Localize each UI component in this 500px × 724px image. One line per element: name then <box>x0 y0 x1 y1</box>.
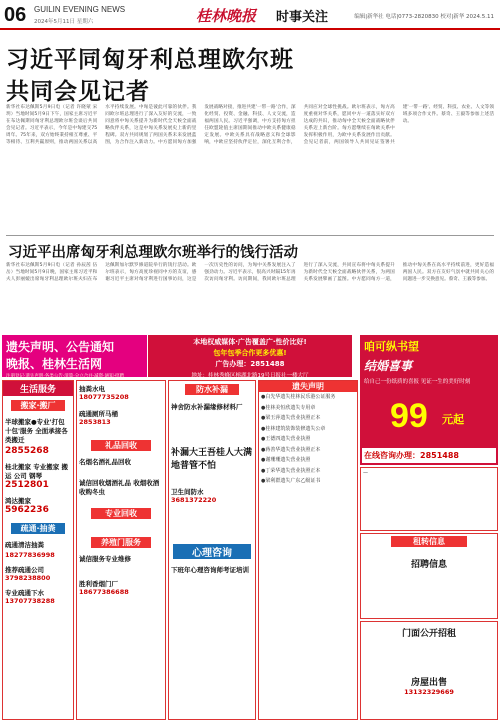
move-phone: 2855268 <box>5 446 49 456</box>
service-header: 生活服务 <box>3 381 73 396</box>
gift-header-2: 专业回收 <box>91 508 151 519</box>
issue-date: 2024年5月11日 星期六 <box>34 19 94 25</box>
headline-line-2: 共同会见记者 <box>6 78 150 105</box>
psych-text: 下班年心理咨询师考证培训 <box>171 566 249 574</box>
classified-ads <box>0 335 500 724</box>
hongtu-text: 鸿达搬家 <box>5 497 31 505</box>
promo-price: 99 <box>390 397 428 435</box>
pipe-b-phone: 13707738288 <box>5 597 55 605</box>
bathroom-waterproof: 卫生间防水 <box>171 488 204 496</box>
gift-header: 礼品回收 <box>91 440 151 451</box>
lost-notice-7: ●丁荣华遗失营业执照正本 <box>261 467 321 474</box>
section-title: 时事关注 <box>276 10 329 25</box>
col2-a: 抽粪水电 <box>79 385 105 393</box>
lost-notice-1: ●桂林美恒欣遗失专用章 <box>261 404 316 411</box>
repair-phone: 18677386688 <box>79 588 129 596</box>
lost-notice-4: ●王德四遗失营业执照 <box>261 436 311 442</box>
article-body-1: 新华社布达佩斯5月9日电（记者 许晓蒙 宋玥）当地时间5月9日下午，国家主席习近平在布达佩斯同匈牙利总理欧尔班会谈后共同会见记者。习近平表示，今年是中匈建交75周年。75年来，双方始终秉持相互尊重、平等相待、互利共赢原则，推动两国关系以高水平持续发展。中匈是彼此可靠的伙伴。我同欧尔班总理进行了深入友好的交流，一致同意将中匈关系提升为新时代全天候全面战略伙伴关系，这是中匈关系发展史上新的里程碑。双方共同规划了两国关系未来发展蓝图，为合作注入新动力。中方愿同匈方加强发展战略对接，推进共建'一带一路'合作，深化经贸、投资、金融、科技、人文交流，造福两国人民。习近平强调，中方支持匈方担任欧盟轮值主席国期间推动中欧关系健康稳定发展。中欧关系具有战略意义和全球影响，中欧应坚持伙伴定位，深化互利合作，共同应对全球性挑战。欧尔班表示，匈方高度重视对华关系，愿同中方一道落实好双方达成的共识，推动匈中全天候全面战略伙伴关系迈上新台阶。匈方愿继续在匈欧关系中发挥积极作用，为欧中关系发展作出贡献。会见记者前，两国领导人共同见证签署共建'一带一路'、经贸、科技、农业、人文等领域多项合作文件。蔡奇、王毅等参加上述活动。 <box>6 105 494 145</box>
lost-notice-0: ●白先华遗失桂林民乐港公证服务 <box>261 394 336 400</box>
house-phone: 13132329669 <box>404 688 454 696</box>
banner-address: 地址：桂林秀峰区榕湖北路19号日报社一楼大厅 <box>191 373 309 379</box>
article-body-2: 新华社布达佩斯5月9日电（记者 孙辰茜 伍岳）当地时间5月9日晚，国家主席习近平和夫人彭丽媛出席匈牙利总理欧尔班夫妇在布达佩斯加尔默罗修道院举行的饯行活动。欧尔班表示，匈方高度珍视同中方的友谊，感谢习近平主席对匈牙利进行国事访问，这是一次历史性的访问，为匈中关系发展注入了强劲动力。习近平表示，很高兴时隔15年再次访问匈牙利。访问期间，我同欧尔班总理进行了深入交流，共同宣布将中匈关系提升为新时代全天候全面战略伙伴关系，为两国关系发展擘画了蓝图。中方愿同匈方一道，推动中匈关系在高水平持续前进，更好造福两国人民。双方在友好气氛中就共同关心的问题进一步交换意见。蔡奇、王毅等参加。 <box>6 263 494 282</box>
promo-title-2: 结婚喜事 <box>364 359 413 373</box>
ad-col-3 <box>168 380 256 720</box>
repair-text: 胜利香烟门厂 <box>79 580 118 588</box>
promo-unit: 元起 <box>442 413 464 426</box>
shop-title: 门面公开招租 <box>401 629 456 639</box>
rent-header: 养殖门服务 <box>91 537 151 548</box>
leak-fix-text: 补漏大王吾桂人大满地普管不怕 <box>171 448 253 471</box>
piano-phone: 2512801 <box>5 480 49 490</box>
waterproof-text: 神舍防水补漏缘修材料厂 <box>171 403 243 411</box>
promo-title: 咱可纵书望 <box>364 340 419 353</box>
banner-note: 本地权威媒体·广告覆盖广·性价比好! <box>193 338 307 346</box>
hongtu-phone: 5962236 <box>5 505 49 515</box>
promo-phone: 2851488 <box>420 451 459 460</box>
banner-title-2: 晚报、桂林生活网 <box>6 357 103 371</box>
shop-rent-ad: — <box>360 467 498 531</box>
col2-b-phone: 2853813 <box>79 418 111 426</box>
house-title: 房屋出售 <box>410 678 447 688</box>
ad-col-1 <box>2 380 74 720</box>
lost-notice-6: ●谢珊珊遗失营业执照 <box>261 457 311 463</box>
promo-line: 给自己一份纸质的喜报 见证一生的美好时刻 <box>364 379 471 385</box>
lost-notice-2: ●梁玉萍遗失营业执照正本 <box>261 415 321 421</box>
banner-phone: 广告办理：2851488 <box>215 360 285 368</box>
col2-b: 疏通厕所马桶 <box>79 410 118 418</box>
move-header: 搬家·搬厂 <box>11 400 65 411</box>
rent-text: 诚信服务专业维修 <box>79 555 131 563</box>
editor-meta: 编辑|新华社 电话|0773-2820830 校对|新华 2024.5.11 <box>354 14 494 20</box>
waterproof-header: 防水补漏 <box>185 384 239 395</box>
lost-notice-header: 遗失声明 <box>259 381 357 392</box>
col2-a-phone: 18077735208 <box>79 393 129 401</box>
lost-notice-8: ●梁利群遗失广东乙级证书 <box>261 478 321 484</box>
lost-notice-3: ●桂林建筑装饰装修遗失公章 <box>261 425 326 432</box>
page-number: 06 <box>4 4 27 26</box>
promo-phone-label: 在线咨询办理： <box>364 451 420 460</box>
banner-center <box>148 335 352 377</box>
shop-house-ad <box>360 621 498 720</box>
jobs-ad <box>360 533 498 619</box>
banner-pay: 包年包季合作更多优惠! <box>213 349 287 357</box>
psych-header: 心理咨询 <box>173 544 251 559</box>
gift-text-2: 诚信回收烟酒礼品 收烟收酒收购冬虫 <box>79 479 160 496</box>
rent-transfer-header: 租转信息 <box>391 536 467 547</box>
pipe-header: 疏通·抽粪 <box>11 523 65 534</box>
pipe-text: 疏通清洁抽粪 <box>5 541 44 549</box>
paper-name-pinyin: GUILIN EVENING NEWS <box>34 5 126 14</box>
lost-notice-5: ●蒋善华遗失营业执照正本 <box>261 446 321 453</box>
banner-title: 遗失声明、公告通知 <box>6 340 115 354</box>
gift-text: 名烟名酒礼品回收 <box>79 458 131 466</box>
headline-line-1: 习近平同匈牙利总理欧尔班 <box>6 46 294 73</box>
wedding-promo <box>360 335 498 465</box>
move-text: 半球搬家●专业'打包十包'服务 全面承接各类搬迁 <box>5 418 68 444</box>
page-header <box>0 0 500 30</box>
newspaper-logo: 桂林晚报 <box>196 7 257 25</box>
piano-text: 桂北搬家 专业搬家 搬运 公司 钢琴 <box>5 463 69 480</box>
pipe-b: 专业疏通下水 <box>5 589 44 597</box>
ad-col-2 <box>76 380 166 720</box>
promo-phone-row <box>362 448 496 463</box>
banner-left <box>2 335 147 377</box>
pipe-phone: 18277836998 <box>5 551 55 559</box>
pipe-a-phone: 3798238800 <box>5 574 51 582</box>
headline-2: 习近平出席匈牙利总理欧尔班举行的饯行活动 <box>8 244 298 261</box>
ad-col-4 <box>258 380 358 720</box>
jobs-header: 招聘信息 <box>410 560 447 570</box>
bathroom-phone: 3681372220 <box>171 496 217 504</box>
pipe-a: 推荐疏通公司 <box>5 566 44 574</box>
banner-sub: 注册登记·遗失声明·各类公告·清算·分立合并·减资·通知·招聘 <box>6 374 125 379</box>
